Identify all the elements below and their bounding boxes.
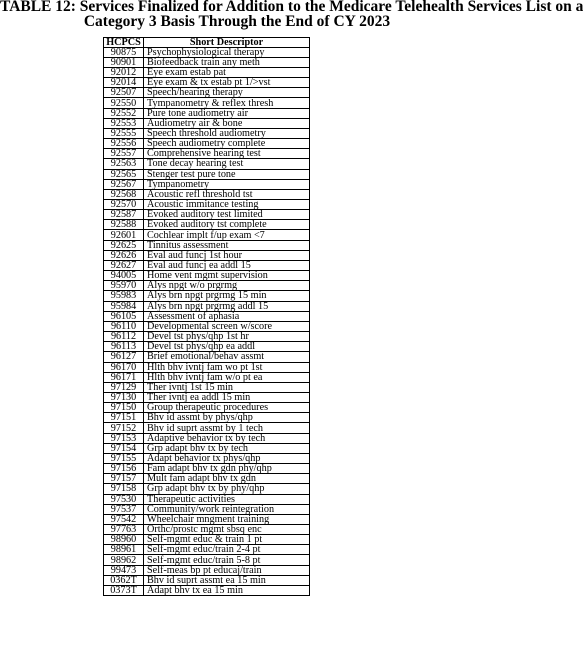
short-descriptor-cell: Eye exam & tx estab pt 1/>vst bbox=[144, 78, 310, 88]
table-row bbox=[104, 78, 310, 88]
short-descriptor-cell: Pure tone audiometry air bbox=[144, 108, 310, 118]
short-descriptor-cell: Psychophysiological therapy bbox=[144, 47, 310, 57]
hcpcs-code-cell: 97153 bbox=[104, 433, 144, 443]
hcpcs-code-cell: 92563 bbox=[104, 159, 144, 169]
short-descriptor-cell: Adapt behavior tx phys/qhp bbox=[144, 453, 310, 463]
short-descriptor-cell: Alys brn npgt prgrmg addl 15 bbox=[144, 301, 310, 311]
hcpcs-code-cell: 92012 bbox=[104, 67, 144, 77]
hcpcs-code-cell: 98960 bbox=[104, 535, 144, 545]
short-descriptor-cell: Hlth bhv ivntj fam wo pt 1st bbox=[144, 362, 310, 372]
table-row bbox=[104, 525, 310, 535]
hcpcs-code-cell: 97530 bbox=[104, 494, 144, 504]
short-descriptor-cell: Bhv id suprt assmt ea 15 min bbox=[144, 575, 310, 585]
hcpcs-code-cell: 92588 bbox=[104, 220, 144, 230]
hcpcs-code-cell: 98962 bbox=[104, 555, 144, 565]
table-title-line-1: TABLE 12: Services Finalized for Addition to the Medicare Telehealth Services List on a bbox=[0, 0, 583, 15]
hcpcs-code-cell: 96127 bbox=[104, 352, 144, 362]
table-title-line-2: Category 3 Basis Through the End of CY 2023 bbox=[83, 12, 391, 30]
table-row bbox=[104, 484, 310, 494]
hcpcs-code-cell: 0373T bbox=[104, 585, 144, 595]
short-descriptor-cell: Eye exam estab pat bbox=[144, 67, 310, 77]
table-row bbox=[104, 565, 310, 575]
short-descriptor-cell: Biofeedback train any meth bbox=[144, 57, 310, 67]
short-descriptor-cell: Group therapeutic procedures bbox=[144, 403, 310, 413]
table-row bbox=[104, 464, 310, 474]
telehealth-services-table bbox=[103, 37, 310, 597]
table-row bbox=[104, 200, 310, 210]
hcpcs-code-cell: 96112 bbox=[104, 332, 144, 342]
hcpcs-code-cell: 97152 bbox=[104, 423, 144, 433]
table-row bbox=[104, 555, 310, 565]
hcpcs-code-cell: 92568 bbox=[104, 189, 144, 199]
table-row bbox=[104, 514, 310, 524]
hcpcs-code-cell: 96110 bbox=[104, 321, 144, 331]
table-row bbox=[104, 311, 310, 321]
table-row bbox=[104, 281, 310, 291]
short-descriptor-cell: Stenger test pure tone bbox=[144, 169, 310, 179]
short-descriptor-cell: Speech audiometry complete bbox=[144, 139, 310, 149]
short-descriptor-cell: Hlth bhv ivntj fam w/o pt ea bbox=[144, 372, 310, 382]
short-descriptor-cell: Tympanometry bbox=[144, 179, 310, 189]
table-row bbox=[104, 159, 310, 169]
table-row bbox=[104, 67, 310, 77]
hcpcs-code-cell: 92550 bbox=[104, 98, 144, 108]
table-row bbox=[104, 301, 310, 311]
short-descriptor-cell: Ther ivntj ea addl 15 min bbox=[144, 392, 310, 402]
table-row bbox=[104, 250, 310, 260]
hcpcs-code-cell: 92507 bbox=[104, 88, 144, 98]
hcpcs-code-cell: 97156 bbox=[104, 464, 144, 474]
short-descriptor-cell: Mult fam adapt bhv tx gdn bbox=[144, 474, 310, 484]
short-descriptor-cell: Devel tst phys/qhp 1st hr bbox=[144, 332, 310, 342]
table-row bbox=[104, 88, 310, 98]
hcpcs-code-cell: 97129 bbox=[104, 382, 144, 392]
table-row bbox=[104, 423, 310, 433]
hcpcs-code-cell: 92555 bbox=[104, 128, 144, 138]
hcpcs-code-cell: 92553 bbox=[104, 118, 144, 128]
hcpcs-code-cell: 97130 bbox=[104, 392, 144, 402]
table-row bbox=[104, 372, 310, 382]
table-row bbox=[104, 585, 310, 595]
hcpcs-code-cell: 97537 bbox=[104, 504, 144, 514]
short-descriptor-cell: Home vent mgmt supervision bbox=[144, 271, 310, 281]
hcpcs-code-cell: 92552 bbox=[104, 108, 144, 118]
short-descriptor-cell: Alys npgt w/o prgrmg bbox=[144, 281, 310, 291]
hcpcs-code-cell: 97150 bbox=[104, 403, 144, 413]
table-row bbox=[104, 139, 310, 149]
short-descriptor-cell: Alys brn npgt prgrmg 15 min bbox=[144, 291, 310, 301]
table-row bbox=[104, 260, 310, 270]
table-row bbox=[104, 332, 310, 342]
hcpcs-code-cell: 97542 bbox=[104, 514, 144, 524]
short-descriptor-cell: Adaptive behavior tx by tech bbox=[144, 433, 310, 443]
table-row bbox=[104, 169, 310, 179]
hcpcs-code-cell: 97157 bbox=[104, 474, 144, 484]
table-row bbox=[104, 494, 310, 504]
table-row bbox=[104, 575, 310, 585]
table-row bbox=[104, 535, 310, 545]
hcpcs-code-cell: 99473 bbox=[104, 565, 144, 575]
hcpcs-code-cell: 94005 bbox=[104, 271, 144, 281]
hcpcs-code-cell: 92626 bbox=[104, 250, 144, 260]
hcpcs-code-cell: 96105 bbox=[104, 311, 144, 321]
hcpcs-code-cell: 96171 bbox=[104, 372, 144, 382]
short-descriptor-cell: Assessment of aphasia bbox=[144, 311, 310, 321]
short-descriptor-cell: Cochlear implt f/up exam <7 bbox=[144, 230, 310, 240]
hcpcs-code-cell: 96170 bbox=[104, 362, 144, 372]
table-header-row bbox=[104, 37, 310, 47]
short-descriptor-cell: Self-mgmt educ/train 2-4 pt bbox=[144, 545, 310, 555]
table-row bbox=[104, 230, 310, 240]
table-row bbox=[104, 504, 310, 514]
table-row bbox=[104, 240, 310, 250]
table-row bbox=[104, 392, 310, 402]
table-row bbox=[104, 210, 310, 220]
short-descriptor-cell: Speech/hearing therapy bbox=[144, 88, 310, 98]
short-descriptor-cell: Adapt bhv tx ea 15 min bbox=[144, 585, 310, 595]
hcpcs-code-cell: 0362T bbox=[104, 575, 144, 585]
hcpcs-code-cell: 92625 bbox=[104, 240, 144, 250]
table-body bbox=[104, 47, 310, 595]
header-hcpcs: HCPCS bbox=[104, 37, 144, 47]
short-descriptor-cell: Eval aud funcj ea addl 15 bbox=[144, 260, 310, 270]
hcpcs-code-cell: 97154 bbox=[104, 443, 144, 453]
short-descriptor-cell: Ther ivntj 1st 15 min bbox=[144, 382, 310, 392]
short-descriptor-cell: Comprehensive hearing test bbox=[144, 149, 310, 159]
hcpcs-code-cell: 95970 bbox=[104, 281, 144, 291]
hcpcs-code-cell: 90901 bbox=[104, 57, 144, 67]
hcpcs-code-cell: 92556 bbox=[104, 139, 144, 149]
short-descriptor-cell: Audiometry air & bone bbox=[144, 118, 310, 128]
table-row bbox=[104, 342, 310, 352]
table-row bbox=[104, 362, 310, 372]
hcpcs-code-cell: 92557 bbox=[104, 149, 144, 159]
hcpcs-code-cell: 97151 bbox=[104, 413, 144, 423]
table-row bbox=[104, 443, 310, 453]
short-descriptor-cell: Therapeutic activities bbox=[144, 494, 310, 504]
hcpcs-code-cell: 92587 bbox=[104, 210, 144, 220]
table-row bbox=[104, 352, 310, 362]
short-descriptor-cell: Tone decay hearing test bbox=[144, 159, 310, 169]
hcpcs-code-cell: 92014 bbox=[104, 78, 144, 88]
hcpcs-code-cell: 92601 bbox=[104, 230, 144, 240]
short-descriptor-cell: Developmental screen w/score bbox=[144, 321, 310, 331]
hcpcs-code-cell: 96113 bbox=[104, 342, 144, 352]
short-descriptor-cell: Evoked auditory test limited bbox=[144, 210, 310, 220]
table-row bbox=[104, 403, 310, 413]
hcpcs-code-cell: 97763 bbox=[104, 525, 144, 535]
short-descriptor-cell: Bhv id suprt assmt by 1 tech bbox=[144, 423, 310, 433]
short-descriptor-cell: Acoustic refl threshold tst bbox=[144, 189, 310, 199]
table-row bbox=[104, 189, 310, 199]
table-row bbox=[104, 149, 310, 159]
hcpcs-code-cell: 92565 bbox=[104, 169, 144, 179]
short-descriptor-cell: Evoked auditory tst complete bbox=[144, 220, 310, 230]
hcpcs-code-cell: 92570 bbox=[104, 200, 144, 210]
table-row bbox=[104, 321, 310, 331]
table-row bbox=[104, 545, 310, 555]
header-short-descriptor: Short Descriptor bbox=[144, 37, 310, 47]
short-descriptor-cell: Brief emotional/behav assmt bbox=[144, 352, 310, 362]
short-descriptor-cell: Self-mgmt educ & train 1 pt bbox=[144, 535, 310, 545]
short-descriptor-cell: Speech threshold audiometry bbox=[144, 128, 310, 138]
short-descriptor-cell: Eval aud funcj 1st hour bbox=[144, 250, 310, 260]
table-row bbox=[104, 98, 310, 108]
short-descriptor-cell: Devel tst phys/qhp ea addl bbox=[144, 342, 310, 352]
short-descriptor-cell: Acoustic immitance testing bbox=[144, 200, 310, 210]
hcpcs-code-cell: 92567 bbox=[104, 179, 144, 189]
hcpcs-code-cell: 98961 bbox=[104, 545, 144, 555]
short-descriptor-cell: Wheelchair mngment training bbox=[144, 514, 310, 524]
short-descriptor-cell: Self-meas bp pt educaj/train bbox=[144, 565, 310, 575]
table-row bbox=[104, 220, 310, 230]
table-row bbox=[104, 118, 310, 128]
short-descriptor-cell: Bhv id assmt by phys/qhp bbox=[144, 413, 310, 423]
table-row bbox=[104, 474, 310, 484]
table-row bbox=[104, 433, 310, 443]
table-row bbox=[104, 108, 310, 118]
table-row bbox=[104, 453, 310, 463]
table-row bbox=[104, 128, 310, 138]
short-descriptor-cell: Grp adapt bhv tx by phy/qhp bbox=[144, 484, 310, 494]
short-descriptor-cell: Self-mgmt educ/train 5-8 pt bbox=[144, 555, 310, 565]
table-row bbox=[104, 382, 310, 392]
table-row bbox=[104, 271, 310, 281]
table-row bbox=[104, 291, 310, 301]
table-row bbox=[104, 47, 310, 57]
hcpcs-code-cell: 97158 bbox=[104, 484, 144, 494]
short-descriptor-cell: Tinnitus assessment bbox=[144, 240, 310, 250]
hcpcs-code-cell: 95983 bbox=[104, 291, 144, 301]
short-descriptor-cell: Community/work reintegration bbox=[144, 504, 310, 514]
short-descriptor-cell: Fam adapt bhv tx gdn phy/qhp bbox=[144, 464, 310, 474]
hcpcs-code-cell: 95984 bbox=[104, 301, 144, 311]
hcpcs-code-cell: 97155 bbox=[104, 453, 144, 463]
short-descriptor-cell: Grp adapt bhv tx by tech bbox=[144, 443, 310, 453]
table-row bbox=[104, 57, 310, 67]
table-row bbox=[104, 179, 310, 189]
hcpcs-code-cell: 90875 bbox=[104, 47, 144, 57]
table-title bbox=[0, 0, 583, 30]
short-descriptor-cell: Tympanometry & reflex thresh bbox=[144, 98, 310, 108]
table-row bbox=[104, 413, 310, 423]
short-descriptor-cell: Orthc/prostc mgmt sbsq enc bbox=[144, 525, 310, 535]
hcpcs-code-cell: 92627 bbox=[104, 260, 144, 270]
